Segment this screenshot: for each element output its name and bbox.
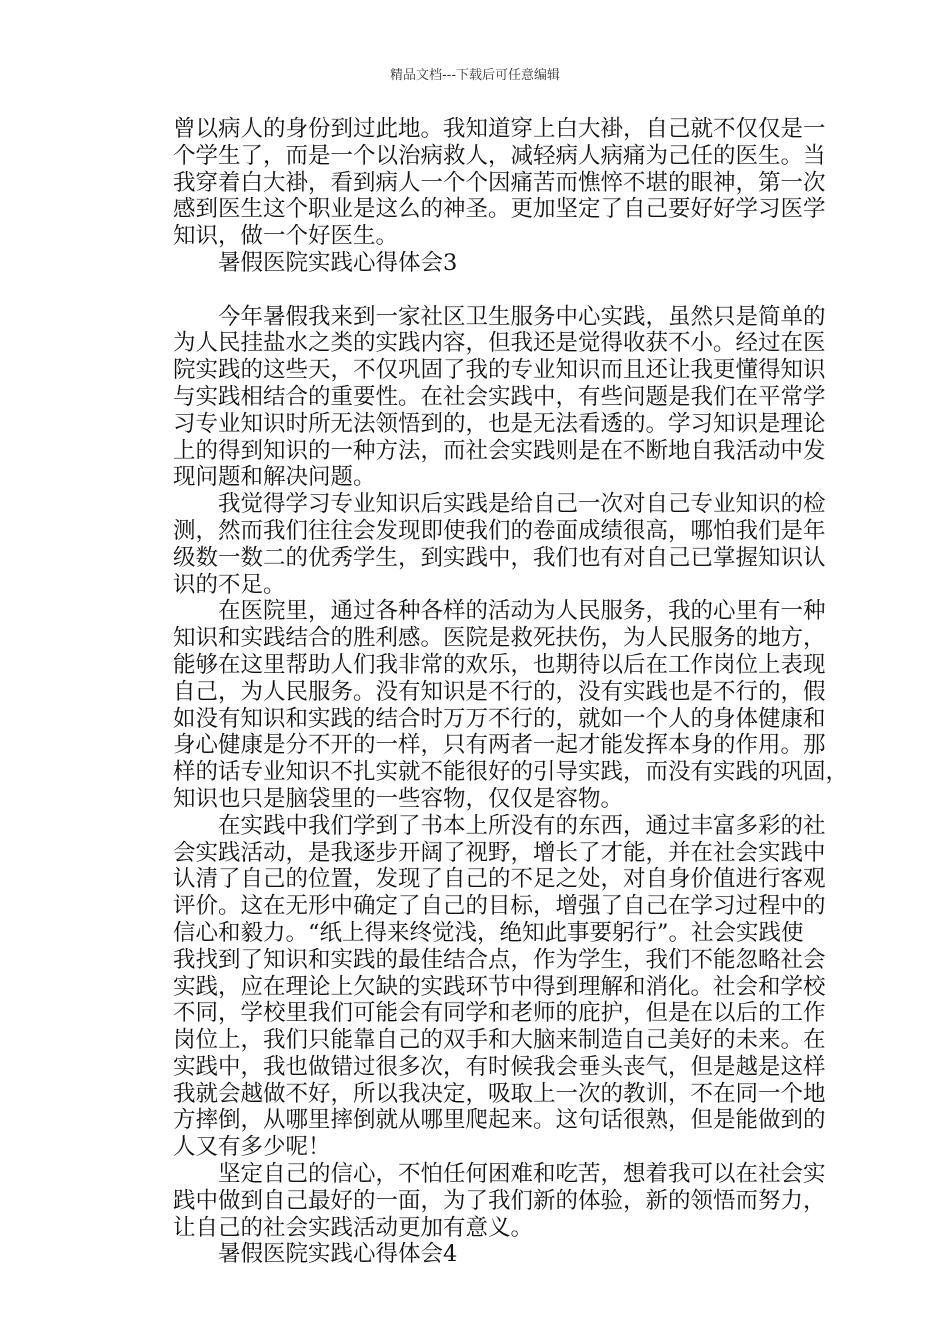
- text-line: 人又有多少呢！: [173, 1134, 331, 1161]
- text-line: 方摔倒，从哪里摔倒就从哪里爬起来。这句话很熟，但是能做到的: [173, 1107, 826, 1134]
- document-body: [173, 116, 849, 1268]
- text-line: 坚定自己的信心，不怕任何困难和吃苦，想着我可以在社会实: [173, 1161, 826, 1188]
- text-line: 知识和实践结合的胜利感。医院是救死扶伤，为人民服务的地方，: [173, 625, 826, 652]
- text-line: 与实践相结合的重要性。在社会实践中，有些问题是我们在平常学: [173, 383, 826, 410]
- text-line: 认清了自己的位置，发现了自己的不足之处，对自身价值进行客观: [173, 866, 826, 893]
- text-line: 暑假医院实践心得体会3: [173, 249, 458, 276]
- text-line: 识的不足。: [173, 571, 286, 598]
- text-line: 知识，做一个好医生。: [173, 223, 399, 250]
- text-line: 我就会越做不好，所以我决定，吸取上一次的教训，不在同一个地: [173, 1080, 826, 1107]
- text-line: 践中做到自己最好的一面，为了我们新的体验，新的领悟而努力，: [173, 1187, 826, 1214]
- text-line: 今年暑假我来到一家社区卫生服务中心实践，虽然只是简单的: [173, 303, 826, 330]
- text-line: 实践，应在理论上欠缺的实践环节中得到理解和消化。社会和学校: [173, 973, 826, 1000]
- text-line: 不同，学校里我们可能会有同学和老师的庇护，但是在以后的工作: [173, 1000, 826, 1027]
- text-line: 暑假医院实践心得体会4: [173, 1241, 458, 1268]
- text-line: 在医院里，通过各种各样的活动为人民服务，我的心里有一种: [173, 598, 826, 625]
- text-line: 信心和毅力。“纸上得来终觉浅，绝知此事要躬行”。社会实践使: [173, 919, 804, 946]
- text-line: 我穿着白大褂，看到病人一个个因痛苦而憔悴不堪的眼神，第一次: [173, 169, 826, 196]
- text-line: 感到医生这个职业是这么的神圣。更加坚定了自己要好好学习医学: [173, 196, 826, 223]
- text-line: 身心健康是分不开的一样，只有两者一起才能发挥本身的作用。那: [173, 732, 826, 759]
- text-line: 实践中，我也做错过很多次，有时候我会垂头丧气，但是越是这样: [173, 1053, 826, 1080]
- text-line: 曾以病人的身份到过此地。我知道穿上白大褂，自己就不仅仅是一: [173, 116, 826, 142]
- page-header: 精品文档---下载后可任意编辑: [389, 68, 561, 83]
- text-line: 我找到了知识和实践的最佳结合点，作为学生，我们不能忽略社会: [173, 946, 826, 973]
- text-line: 测，然而我们往往会发现即使我们的卷面成绩很高，哪怕我们是年: [173, 517, 826, 544]
- text-line: 评价。这在无形中确定了自己的目标，增强了自己在学习过程中的: [173, 893, 826, 920]
- blank-line: [173, 277, 793, 304]
- text-line: 习专业知识时所无法领悟到的，也是无法看透的。学习知识是理论: [173, 410, 826, 437]
- text-line: 在实践中我们学到了书本上所没有的东西，通过丰富多彩的社: [173, 812, 826, 839]
- text-line: 岗位上，我们只能靠自己的双手和大脑来制造自己美好的未来。在: [173, 1027, 826, 1054]
- text-line: 我觉得学习专业知识后实践是给自己一次对自己专业知识的检: [173, 491, 826, 518]
- text-line: 自己，为人民服务。没有知识是不行的，没有实践也是不行的，假: [173, 678, 826, 705]
- text-line: 为人民挂盐水之类的实践内容，但我还是觉得收获不小。经过在医: [173, 330, 826, 357]
- text-line: 样的话专业知识不扎实就不能很好的引导实践，而没有实践的巩固，: [173, 759, 849, 786]
- text-line: 院实践的这些天，不仅巩固了我的专业知识而且还让我更懂得知识: [173, 357, 826, 384]
- text-line: 让自己的社会实践活动更加有意义。: [173, 1214, 534, 1241]
- text-line: 能够在这里帮助人们我非常的欢乐，也期待以后在工作岗位上表现: [173, 651, 826, 678]
- text-line: 知识也只是脑袋里的一些容物，仅仅是容物。: [173, 785, 624, 812]
- text-line: 个学生了，而是一个以治病救人，减轻病人病痛为己任的医生。当: [173, 142, 826, 169]
- text-line: 如没有知识和实践的结合时万万不行的，就如一个人的身体健康和: [173, 705, 826, 732]
- text-line: 级数一数二的优秀学生，到实践中，我们也有对自己已掌握知识认: [173, 544, 826, 571]
- text-line: 上的得到知识的一种方法，而社会实践则是在不断地自我活动中发: [173, 437, 826, 464]
- text-line: 现问题和解决问题。: [173, 464, 376, 491]
- text-line: 会实践活动，是我逐步开阔了视野，增长了才能，并在社会实践中: [173, 839, 826, 866]
